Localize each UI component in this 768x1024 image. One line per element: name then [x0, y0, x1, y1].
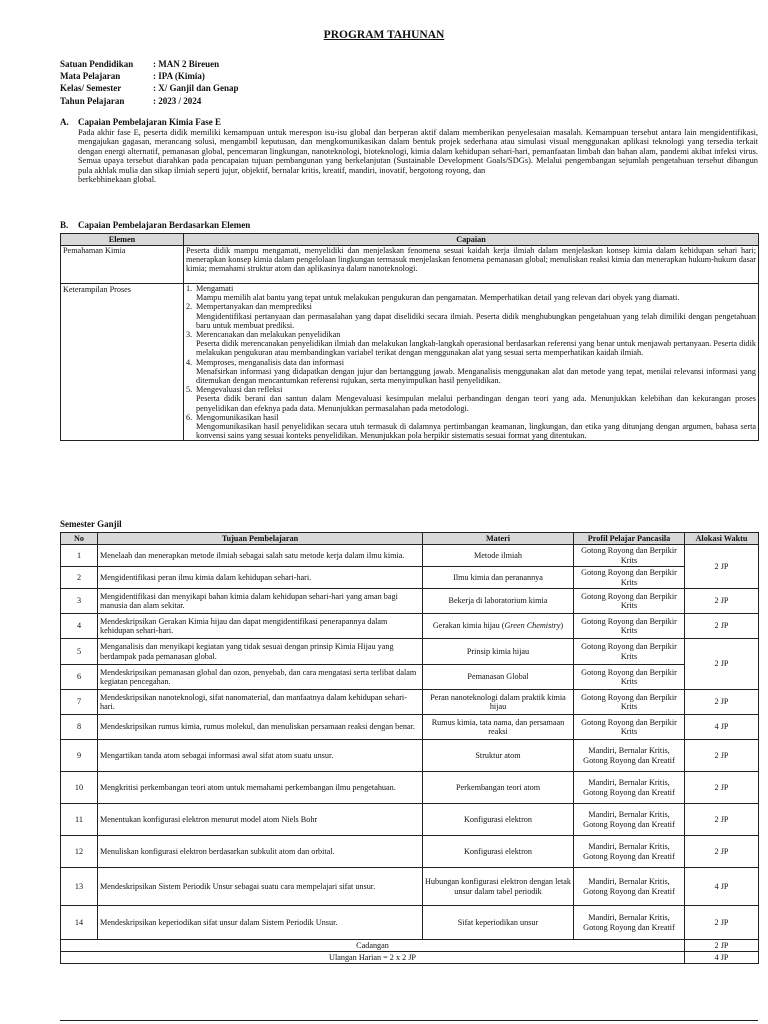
identity-row [60, 95, 239, 107]
row-alokasi: 4 JP [685, 868, 759, 906]
table-row [61, 614, 759, 639]
row-no: 6 [61, 665, 98, 690]
table-row [61, 567, 759, 589]
row-profil: Gotong Royong dan Berpikir Krits [574, 545, 685, 567]
list-item [186, 330, 756, 358]
table-row [61, 284, 759, 441]
paragraph-tail: berkebhinekaan global. [78, 175, 157, 185]
item-heading: Memproses, menganalisis data dan informasi [196, 357, 345, 367]
table-row [61, 715, 759, 740]
section-b-heading [60, 220, 250, 230]
item-heading: Mengamati [196, 284, 234, 293]
row-no: 3 [61, 589, 98, 614]
item-number: 3. [186, 330, 193, 340]
table-row [61, 665, 759, 690]
identity-value: : MAN 2 Bireuen [153, 59, 220, 69]
row-profil: Gotong Royong dan Berpikir Krits [574, 690, 685, 715]
elemen-table [60, 233, 759, 441]
materi-end: ) [560, 621, 564, 631]
row-no: 5 [61, 639, 98, 665]
materi-italic: Green Chemistry [504, 621, 561, 631]
section-letter: A. [60, 117, 69, 127]
row-materi: Ilmu kimia dan peranannya [423, 567, 574, 589]
header-alokasi: Alokasi Waktu [685, 533, 759, 545]
row-tujuan: Menelaah dan menerapkan metode ilmiah sebagai salah satu metode kerja dalam ilmu kimia. [98, 545, 423, 567]
table-row [61, 868, 759, 906]
row-materi: Pemanasan Global [423, 665, 574, 690]
row-alokasi: 2 JP [685, 906, 759, 940]
cadangan-value: 2 JP [685, 940, 759, 952]
row-materi: Perkembangan teori atom [423, 772, 574, 804]
table-row [61, 246, 759, 284]
row-no: 9 [61, 740, 98, 772]
row-tujuan: Mengartikan tanda atom sebagai informasi awal sifat atom suatu unsur. [98, 740, 423, 772]
row-materi: Konfigurasi elektron [423, 836, 574, 868]
row-profil: Mandiri, Bernalar Kritis, Gotong Royong dan Kreatif [574, 740, 685, 772]
ulangan-value: 4 JP [685, 952, 759, 964]
row-no: 11 [61, 804, 98, 836]
table-header-row [61, 533, 759, 545]
row-alokasi: 4 JP [685, 715, 759, 740]
header-profil: Profil Pelajar Pancasila [574, 533, 685, 545]
item-number: 5. [186, 385, 193, 395]
next-table-top-border [60, 1020, 758, 1021]
document-title: PROGRAM TAHUNAN [323, 29, 445, 41]
header-elemen: Elemen [61, 234, 184, 246]
row-tujuan: Menentukan konfigurasi elektron menurut model atom Niels Bohr [98, 804, 423, 836]
header-no: No [61, 533, 98, 545]
semester-label: Semester Ganjil [60, 519, 122, 529]
list-item [186, 284, 756, 302]
row-tujuan: Mendeskripsikan keperiodikan sifat unsur dalam Sistem Periodik Unsur. [98, 906, 423, 940]
section-title: Capaian Pembelajaran Kimia Fase E [78, 117, 221, 127]
header-tujuan: Tujuan Pembelajaran [98, 533, 423, 545]
row-tujuan: Mendeskripsikan pemanasan global dan ozon, penyebab, dan cara mengatasi serta terlibat dalam kegiatan pencegahan. [98, 665, 423, 690]
row-alokasi: 2 JP [685, 639, 759, 690]
header-materi: Materi [423, 533, 574, 545]
item-heading: Mempertanyakan dan memprediksi [196, 302, 312, 312]
row-profil: Gotong Royong dan Berpikir Krits [574, 639, 685, 665]
row-materi: Bekerja di laboratorium kimia [423, 589, 574, 614]
table-row [61, 690, 759, 715]
row-alokasi: 2 JP [685, 614, 759, 639]
section-letter: B. [60, 220, 69, 230]
table-row [61, 940, 759, 952]
row-profil: Mandiri, Bernalar Kritis, Gotong Royong dan Kreatif [574, 804, 685, 836]
row-tujuan: Mendeskripsikan Sistem Periodik Unsur sebagai suatu cara mempelajari sifat unsur. [98, 868, 423, 906]
row-profil: Gotong Royong dan Berpikir Krits [574, 715, 685, 740]
row-no: 10 [61, 772, 98, 804]
identity-row [60, 58, 239, 70]
row-materi: Sifat keperiodikan unsur [423, 906, 574, 940]
capaian-cell: Peserta didik mampu mengamati, menyelidiki dan menjelaskan fenomena sesuai kaidah kerja ilmiah dalam menjelaskan konsep kimia dalam kehidupan sehari hari; menerapkan konsep kimia dalam pengelolaan lingkungan termasuk menjelaskan fenomena pemanasan global; menuliskan reaksi kimia dan menerapkan hukum-hukum dasar kimia; memahami struktur atom dan aplikasinya dalam nanoteknologi. [184, 246, 759, 284]
row-materi [423, 614, 574, 639]
item-number: 6. [186, 412, 193, 422]
table-row [61, 772, 759, 804]
elemen-cell: Pemahaman Kimia [61, 246, 184, 284]
identity-label: Tahun Pelajaran [60, 95, 125, 106]
item-text: Peserta didik merencanakan penyelidikan ilmiah dan melakukan langkah-langkah operasional berdasarkan referensi yang benar untuk menjawab pertanyaan. Peserta didik melakukan pengukuran atau membandingkan variabel terikat dengan menggunakan alat yang sesuai serta memperhatikan kaidah ilmiah. [196, 339, 756, 358]
row-materi: Peran nanoteknologi dalam praktik kimia hijau [423, 690, 574, 715]
table-row [61, 906, 759, 940]
row-alokasi: 2 JP [685, 545, 759, 589]
identity-block [60, 58, 239, 107]
row-no: 13 [61, 868, 98, 906]
list-item [186, 413, 756, 441]
capaian-cell [184, 284, 759, 441]
row-tujuan: Mengkritisi perkembangan teori atom untuk memahami perkembangan ilmu pengetahuan. [98, 772, 423, 804]
row-no: 1 [61, 545, 98, 567]
row-materi: Struktur atom [423, 740, 574, 772]
table-row [61, 952, 759, 964]
semester-ganjil-table [60, 532, 759, 964]
row-alokasi: 2 JP [685, 589, 759, 614]
materi-text: Gerakan kimia hijau ( [432, 621, 505, 631]
table-row [61, 804, 759, 836]
row-profil: Gotong Royong dan Berpikir Krits [574, 665, 685, 690]
row-no: 4 [61, 614, 98, 639]
ulangan-label: Ulangan Harian = 2 x 2 JP [61, 952, 685, 964]
table-row [61, 740, 759, 772]
item-text: Menafsirkan informasi yang didapatkan dengan jujur dan bertanggung jawab. Menganalisis menggunakan alat dan metode yang tepat, menilai relevansi informasi yang ditemukan dengan mencantumkan referensi rujukan, serta menyimpulkan hasil penyelidikan. [196, 366, 756, 386]
table-row [61, 545, 759, 567]
paragraph-text: Pada akhir fase E, peserta didik memiliki kemampuan untuk merespon isu-isu global dan berperan aktif dalam memberikan penyelesaian masalah. Kemampuan tersebut antara lain mengidentifikasi, mengajukan gagasan, merancang solusi, mengambil keputusan, dan mengkomunikasikan dalam bentuk projek sederhana atau simulasi visual menggunakan aplikasi teknologi yang tersedia terkait dengan energi alternatif, pemanasan global, pencemaran lingkungan, nanoteknologi, bioteknologi, kimia dalam kehidupan sehari-hari, pemanfaatan limbah dan bahan alam, pandemi akibat infeksi virus. Semua upaya tersebut diarahkan pada pencapaian tujuan pembangunan yang berkelanjutan (Sustainable Development Goals/SDGs). Melalui pengembangan sejumlah pengetahuan tersebut dibangun pula akhlak mulia dan sikap ilmiah seperti jujur, objektif, bernalar kritis, kreatif, mandiri, inovatif, bergotong royong, dan [78, 128, 758, 175]
identity-value: : IPA (Kimia) [153, 71, 205, 82]
list-item [186, 302, 756, 330]
identity-row [60, 70, 239, 82]
row-no: 14 [61, 906, 98, 940]
row-no: 12 [61, 836, 98, 868]
identity-label: Mata Pelajaran [60, 71, 121, 82]
row-profil: Gotong Royong dan Berpikir Krits [574, 567, 685, 589]
header-capaian: Capaian [184, 234, 759, 246]
item-text: Peserta didik berani dan santun dalam Mengevaluasi kesimpulan melalui perbandingan dengan teori yang ada. Menunjukkan kelebihan dan kekurangan proses penyelidikan dan efeknya pada data. Menunjukkan permasalahan pada metodologi. [196, 394, 756, 413]
row-tujuan: Menuliskan konfigurasi elektron berdasarkan subkulit atom dan orbital. [98, 836, 423, 868]
row-alokasi: 2 JP [685, 740, 759, 772]
row-tujuan: Mengidentifikasi dan menyikapi bahan kimia dalam kehidupan sehari-hari yang aman bagi manusia dan alam sekitar. [98, 589, 423, 614]
table-row [61, 589, 759, 614]
row-tujuan: Mengidentifikasi peran ilmu kimia dalam kehidupan sehari-hari. [98, 567, 423, 589]
row-profil: Gotong Royong dan Berpikir Krits [574, 589, 685, 614]
row-materi: Hubungan konfigurasi elektron dengan letak unsur dalam tabel periodik [423, 868, 574, 906]
section-a-heading [60, 117, 221, 127]
row-alokasi: 2 JP [685, 690, 759, 715]
row-no: 2 [61, 567, 98, 589]
elemen-cell: Keterampilan Proses [61, 284, 184, 441]
row-materi: Metode ilmiah [423, 545, 574, 567]
row-no: 8 [61, 715, 98, 740]
row-materi: Rumus kimia, tata nama, dan persamaan reaksi [423, 715, 574, 740]
list-item [186, 385, 756, 413]
item-number: 1. [186, 284, 193, 293]
section-title: Capaian Pembelajaran Berdasarkan Elemen [78, 220, 251, 230]
row-profil: Mandiri, Bernalar Kritis, Gotong Royong dan Kreatif [574, 836, 685, 868]
table-header-row [61, 234, 759, 246]
row-materi: Konfigurasi elektron [423, 804, 574, 836]
row-alokasi: 2 JP [685, 804, 759, 836]
identity-row [60, 82, 239, 94]
cadangan-label: Cadangan [61, 940, 685, 952]
list-item [186, 358, 756, 386]
row-alokasi: 2 JP [685, 836, 759, 868]
item-text: Mampu memilih alat bantu yang tepat untuk melakukan pengukuran dan pengamatan. Memperhatikan detail yang relevan dari obyek yang diamati. [196, 293, 680, 303]
identity-label: Kelas/ Semester [60, 83, 122, 94]
identity-label: Satuan Pendidikan [60, 59, 134, 69]
item-number: 2. [186, 302, 193, 312]
row-materi: Prinsip kimia hijau [423, 639, 574, 665]
row-tujuan: Mendeskripsikan rumus kimia, rumus molekul, dan menuliskan persamaan reaksi dengan benar. [98, 715, 423, 740]
item-heading: Mengomunikasikan hasil [196, 412, 279, 422]
item-heading: Merencanakan dan melakukan penyelidikan [196, 330, 341, 340]
identity-value: : X/ Ganjil dan Genap [153, 83, 239, 94]
row-tujuan: Menganalisis dan menyikapi kegiatan yang tidak sesuai dengan prinsip Kimia Hijau yang berdampak pada pemanasan global. [98, 639, 423, 665]
row-alokasi: 2 JP [685, 772, 759, 804]
item-text: Mengidentifikasi pertanyaan dan permasalahan yang dapat diselidiki secara ilmiah. Peserta didik menghubungkan pengetahuan yang telah dimiliki dengan pengetahuan baru untuk membuat prediksi. [196, 311, 756, 330]
row-tujuan: Mendeskripsikan nanoteknologi, sifat nanomaterial, dan manfaatnya dalam kehidupan sehari-hari. [98, 690, 423, 715]
item-text: Mengomunikasikan hasil penyelidikan secara utuh termasuk di dalamnya pertimbangan keamanan, lingkungan, dan etika yang ditunjang dengan argumen, bahasa serta konvensi sains yang sesuai konteks penyelidikan. Menunjukkan pola berpikir sistematis sesuai format yang ditentukan. [196, 422, 756, 441]
item-heading: Mengevaluasi dan refleksi [196, 385, 283, 395]
row-tujuan: Mendeskripsikan Gerakan Kimia hijau dan dapat mengidentifikasi penerapannya dalam kehidupan sehari-hari. [98, 614, 423, 639]
row-no: 7 [61, 690, 98, 715]
row-profil: Mandiri, Bernalar Kritis, Gotong Royong dan Kreatif [574, 772, 685, 804]
table-row [61, 836, 759, 868]
section-a-paragraph [78, 128, 758, 184]
row-profil: Mandiri, Bernalar Kritis, Gotong Royong dan Kreatif [574, 868, 685, 906]
row-profil: Gotong Royong dan Berpikir Krits [574, 614, 685, 639]
table-row [61, 639, 759, 665]
identity-value: : 2023 / 2024 [153, 95, 202, 106]
row-profil: Mandiri, Bernalar Kritis, Gotong Royong dan Kreatif [574, 906, 685, 940]
item-number: 4. [186, 357, 193, 367]
